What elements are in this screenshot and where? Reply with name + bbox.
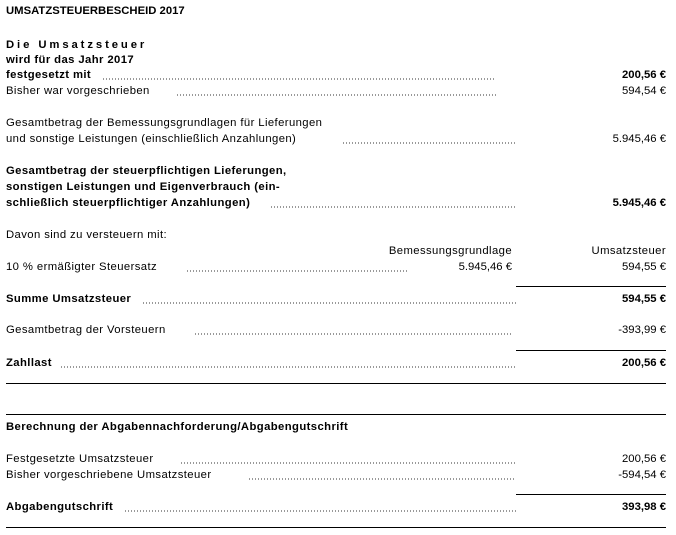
dot-leader (186, 270, 408, 272)
festgesetzte-ust-amount: 200,56 € (622, 453, 666, 465)
dot-leader (102, 78, 496, 80)
heading-line-2: wird für das Jahr 2017 (6, 54, 135, 66)
sum-rule (516, 494, 666, 495)
zahllast-amount: 200,56 € (622, 357, 666, 369)
column-header-bemessungsgrundlage: Bemessungsgrundlage (388, 245, 512, 257)
bemessung-line-2: und sonstige Leistungen (einschließlich Anzahlungen) (6, 133, 297, 145)
steuerpflichtig-line-1: Gesamtbetrag der steuerpflichtigen Lieferungen, (6, 165, 287, 177)
steuerpflichtig-line-3: schließlich steuerpflichtiger Anzahlungen) (6, 197, 251, 209)
bemessung-amount: 5.945,46 € (612, 133, 666, 145)
vorsteuern-amount: -393,99 € (618, 324, 666, 336)
sum-rule (516, 350, 666, 351)
festgesetzte-ust-label: Festgesetzte Umsatzsteuer (6, 453, 154, 465)
dot-leader (124, 510, 516, 512)
steuerpflichtig-line-2: sonstigen Leistungen und Eigenverbrauch (ein- (6, 181, 281, 193)
bisher-label: Bisher war vorgeschrieben (6, 85, 150, 97)
steuersatz-label: 10 % ermäßigter Steuersatz (6, 261, 158, 273)
vorsteuern-label: Gesamtbetrag der Vorsteuern (6, 324, 166, 336)
document-title: UMSATZSTEUERBESCHEID 2017 (6, 5, 185, 17)
section-divider (6, 414, 666, 415)
heading-line-1: Die Umsatzsteuer (6, 39, 148, 51)
steuersatz-bemessung: 5.945,46 € (458, 261, 512, 273)
festgesetzt-amount: 200,56 € (622, 69, 666, 81)
gutschrift-label: Abgabengutschrift (6, 501, 114, 513)
dot-leader (176, 94, 496, 96)
davon-label: Davon sind zu versteuern mit: (6, 229, 168, 241)
dot-leader (194, 333, 512, 335)
sum-rule (516, 286, 666, 287)
section-divider (6, 527, 666, 528)
gutschrift-amount: 393,98 € (622, 501, 666, 513)
summe-label: Summe Umsatzsteuer (6, 293, 132, 305)
section-divider (6, 383, 666, 384)
zahllast-label: Zahllast (6, 357, 52, 369)
column-header-umsatzsteuer: Umsatzsteuer (591, 245, 666, 257)
bemessung-line-1: Gesamtbetrag der Bemessungsgrundlagen für Lieferungen (6, 117, 323, 129)
steuerpflichtig-amount: 5.945,46 € (612, 197, 666, 209)
bisher-amount: 594,54 € (622, 85, 666, 97)
summe-amount: 594,55 € (622, 293, 666, 305)
berechnung-heading: Berechnung der Abgabennachforderung/Abgabengutschrift (6, 421, 349, 433)
dot-leader (248, 478, 516, 480)
dot-leader (142, 302, 516, 304)
bisher-vorgeschrieben-label: Bisher vorgeschriebene Umsatzsteuer (6, 469, 212, 481)
bisher-vorgeschrieben-amount: -594,54 € (618, 469, 666, 481)
heading-line-3: festgesetzt mit (6, 69, 92, 81)
dot-leader (180, 462, 516, 464)
dot-leader (60, 366, 516, 368)
dot-leader (342, 142, 516, 144)
steuersatz-steuer: 594,55 € (622, 261, 666, 273)
dot-leader (270, 206, 516, 208)
